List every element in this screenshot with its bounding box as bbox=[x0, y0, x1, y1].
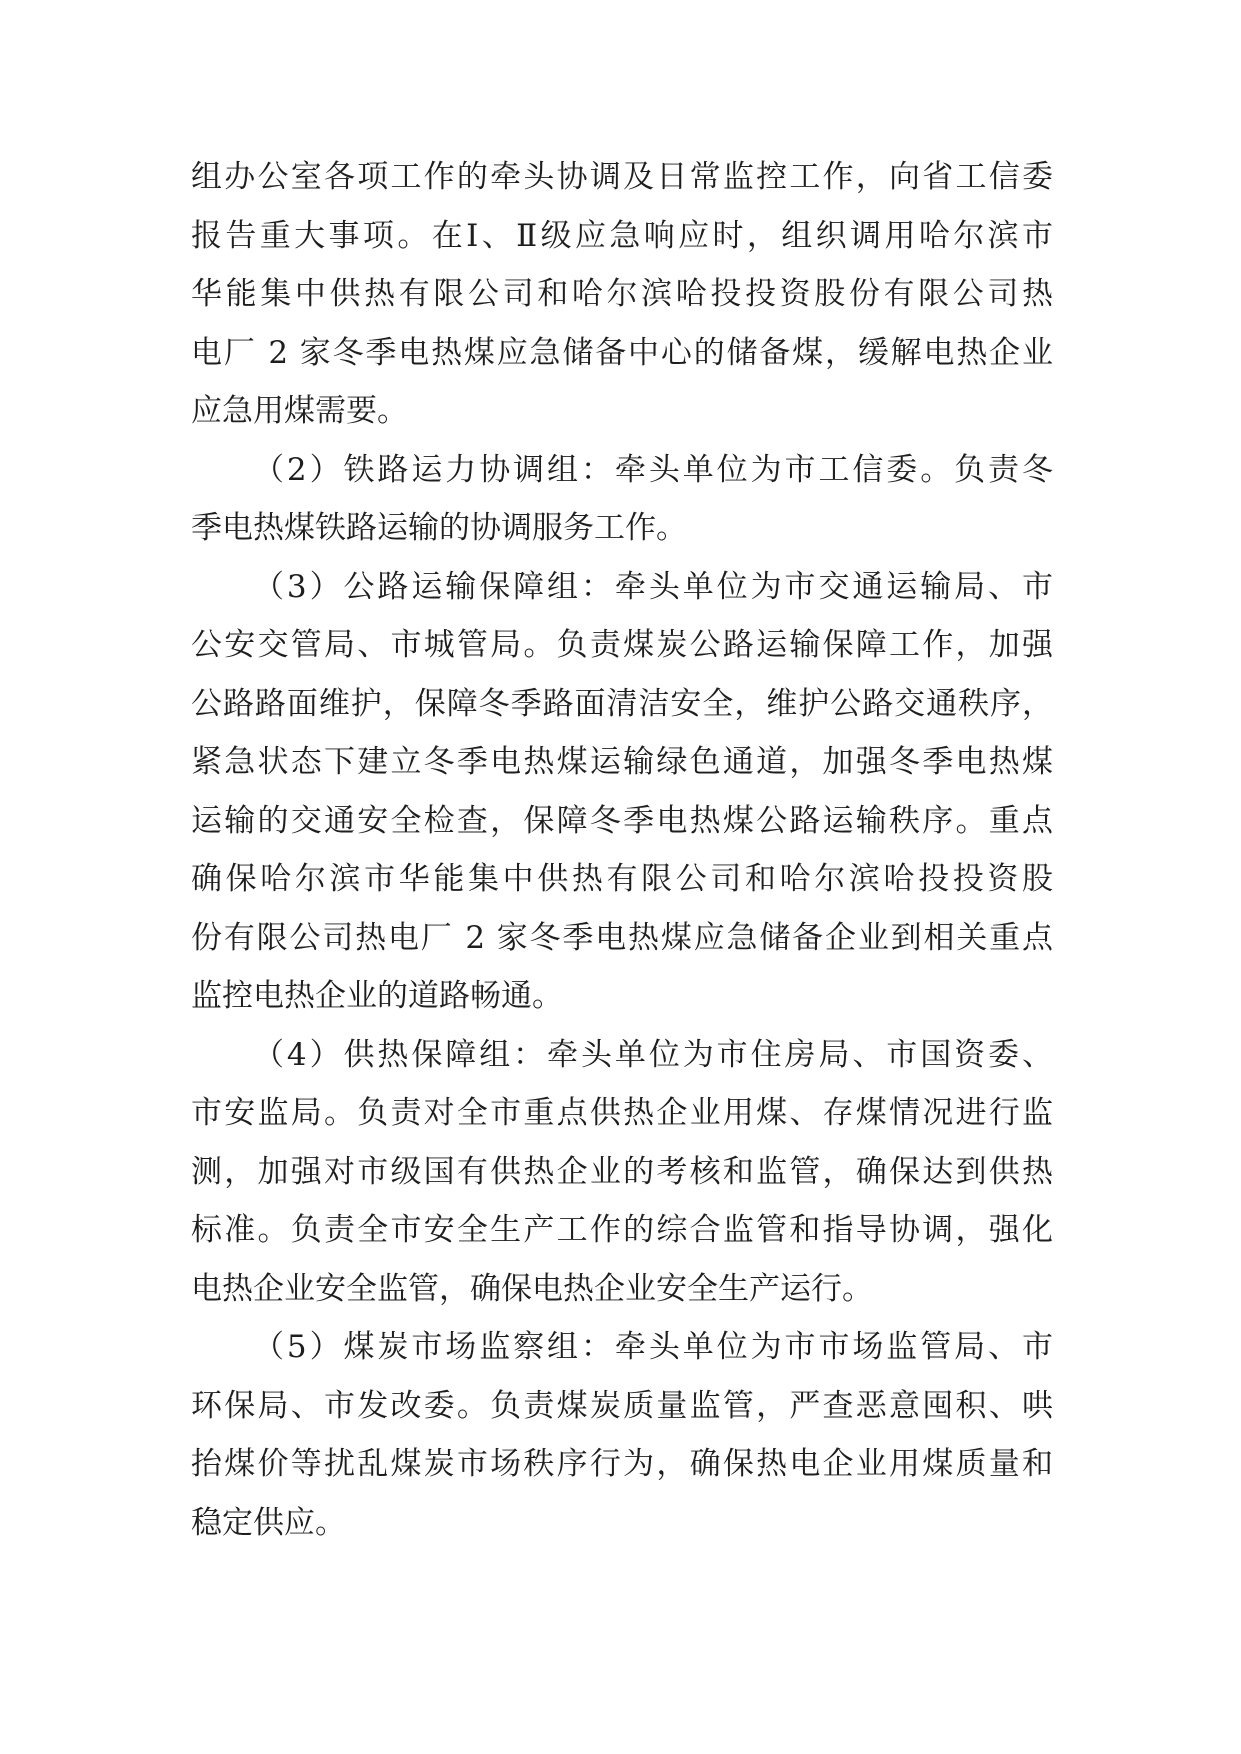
text-line: 组办公室各项工作的牵头协调及日常监控工作，向省工信委 bbox=[191, 159, 1053, 195]
paragraph-road-transport-group bbox=[191, 558, 1053, 1026]
text-line: 运输的交通安全检查，保障冬季电热煤公路运输秩序。重点 bbox=[191, 802, 1053, 839]
text-line: 份有限公司热电厂 2 家冬季电热煤应急储备企业到相关重点 bbox=[191, 919, 1053, 956]
text-line: 紧急状态下建立冬季电热煤运输绿色通道，加强冬季电热煤 bbox=[191, 744, 1053, 780]
text-line: 监控电热企业的道路畅通。 bbox=[191, 978, 563, 1014]
text-line: 电厂 2 家冬季电热煤应急储备中心的储备煤，缓解电热企业 bbox=[191, 334, 1053, 371]
text-line: 华能集中供热有限公司和哈尔滨哈投投资股份有限公司热 bbox=[191, 276, 1053, 312]
paragraph-heating-group bbox=[191, 1026, 1053, 1319]
text-line: 应急用煤需要。 bbox=[191, 393, 408, 429]
paragraph-coal-market-group bbox=[191, 1318, 1053, 1552]
text-line: 标准。负责全市安全生产工作的综合监管和指导协调，强化 bbox=[191, 1212, 1053, 1248]
text-line: （4）供热保障组：牵头单位为市住房局、市国资委、 bbox=[253, 1036, 1053, 1073]
document-body bbox=[191, 148, 1053, 1552]
text-line: 测，加强对市级国有供热企业的考核和监管，确保达到供热 bbox=[191, 1153, 1053, 1190]
text-line: 市安监局。负责对全市重点供热企业用煤、存煤情况进行监 bbox=[191, 1095, 1053, 1131]
text-line: 报告重大事项。在Ⅰ、Ⅱ级应急响应时，组织调用哈尔滨市 bbox=[191, 217, 1053, 254]
text-line: 电热企业安全监管，确保电热企业安全生产运行。 bbox=[191, 1270, 873, 1307]
paragraph-railway-group bbox=[191, 441, 1053, 558]
text-line: 稳定供应。 bbox=[191, 1504, 346, 1541]
text-line: （2）铁路运力协调组：牵头单位为市工信委。负责冬 bbox=[253, 451, 1053, 488]
text-line: 公安交管局、市城管局。负责煤炭公路运输保障工作，加强 bbox=[191, 627, 1053, 663]
text-line: 抬煤价等扰乱煤炭市场秩序行为，确保热电企业用煤质量和 bbox=[191, 1446, 1053, 1482]
text-line: （5）煤炭市场监察组：牵头单位为市市场监管局、市 bbox=[253, 1329, 1053, 1365]
text-line: 环保局、市发改委。负责煤炭质量监管，严查恶意囤积、哄 bbox=[191, 1387, 1053, 1424]
text-line: （3）公路运输保障组：牵头单位为市交通运输局、市 bbox=[253, 568, 1053, 605]
paragraph-coordination-office bbox=[191, 148, 1053, 441]
text-line: 公路路面维护，保障冬季路面清洁安全，维护公路交通秩序， bbox=[191, 685, 1053, 722]
text-line: 季电热煤铁路运输的协调服务工作。 bbox=[191, 510, 687, 546]
text-line: 确保哈尔滨市华能集中供热有限公司和哈尔滨哈投投资股 bbox=[191, 861, 1053, 897]
